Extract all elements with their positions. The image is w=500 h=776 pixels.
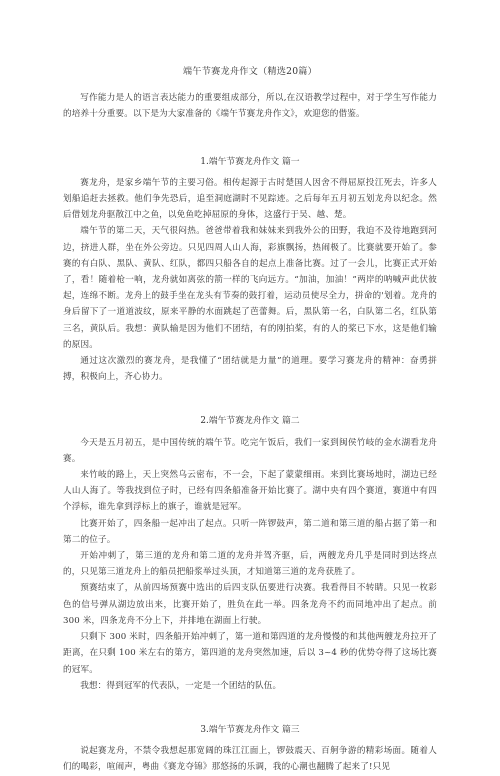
section-paragraph: 开始冲刺了，第三道的龙舟和第二道的龙舟并驾齐驱，后，两艘龙舟几乎是同时到达终点的，只见第三道龙舟上的船员把船浆举过头顶，才知道第三道的龙舟获胜了。 [63, 551, 437, 578]
section-paragraph: 我想：得到冠军的代表队，一定是一个团结的队伍。 [80, 680, 282, 691]
section-heading: 3.端午节赛龙舟作文 篇三 [200, 724, 300, 735]
section-paragraph: 比赛开始了，四条船一起冲出了起点。只听一阵锣鼓声，第二道和第三道的船占据了第一和第二的位子。 [63, 518, 437, 545]
section-paragraph: 通过这次激烈的赛龙舟，是我懂了“团结就是力量”的道理。要学习赛龙舟的精神：奋勇拼搏，积极向上，齐心协力。 [63, 356, 437, 383]
document-title: 端午节赛龙舟作文（精选20篇） [182, 66, 318, 77]
section-paragraph: 说起赛龙舟，不禁令我想起那宽阔的珠江江面上，锣鼓震天、百舸争游的精彩场面。随着人们的喝彩，喧闹声，粤曲《赛龙夺锦》那悠扬的乐调，我的心潮也翻腾了起来了!只见 [63, 746, 437, 773]
section-heading: 1.端午节赛龙舟作文 篇一 [200, 156, 300, 167]
section-paragraph: 今天是五月初五，是中国传统的端午节。吃完午饭后，我们一家到闽侯竹岐的金水湖看龙舟赛。 [63, 437, 437, 464]
section-heading: 2.端午节赛龙舟作文 篇二 [200, 416, 300, 427]
intro-paragraph: 写作能力是人的语言表达能力的重要组成部分，所以,在汉语教学过程中，对于学生写作能力的培养十分重要。以下是为大家准备的《端午节赛龙舟作文》，欢迎您的借鉴。 [63, 93, 437, 120]
section-paragraph: 只剩下 300 米时，四条船开始冲刺了，第一道和第四道的龙舟慢慢的和其他两艘龙舟拉开了距离，在只剩 100 米左右的第方，第四道的龙舟突然加速，后以 3~4 秒的优势夺得了这场比赛的冠军。 [63, 632, 437, 675]
section-paragraph: 预赛结束了，从前四场预赛中选出的后四支队伍要进行决赛。我看得目不转睛。只见一枚彩色的信号弹从湖边放出来，比赛开始了，胜负在此一举。四条龙舟不约而同地冲出了起点。前 300 米，四条龙舟不分上下，并排地在湖面上行驶。 [63, 583, 437, 626]
section-paragraph: 端午节的第二天，天气很闷热。爸爸带着我和妹妹来到我外公的田野，我迫不及待地跑到河边，挤进人群，坐在外公旁边。只见四周人山人海，彩旗飘扬，热闹极了。比赛就要开始了。参赛的有白队、黑队、黄队、红队，都四只船各自的起点上准备比赛。过了一会儿，比赛正式开始了，看！随着枪一响，龙舟就如离弦的箭一样的飞向远方。“加油，加油！”两岸的呐喊声此伏彼起，连绵不断。龙舟上的鼓手坐在龙头有节奏的鼓打着，运动员使尽全力，拼命的'划着。龙舟的身后留下了一道道波纹，原来平静的水面跳起了芭蕾舞。后，黑队第一名，白队第二名，红队第三名，黄队后。我想：黄队输是因为他们不团结，有的刚拍桨，有的人的桨已下水，这是他们输的原因。 [63, 226, 437, 350]
section-paragraph: 来竹岐的路上，天上突然乌云密布，不一会，下起了蒙蒙细雨。来到比赛场地时，湖边已经人山人海了。等我找到位子时，已经有四条船准备开始比赛了。湖中央有四个赛道，赛道中有四个浮标，谁先拿到浮标上的旗子，谁就是冠军。 [63, 470, 437, 513]
section-paragraph: 赛龙舟，是家乡端午节的主要习俗。相传起源于古时楚国人因舍不得屈原投江死去，许多人划船追赶去拯救。他们争先恐后，追至洞庭湖时不见踪迹。之后每年五月初五划龙舟以纪念。然后借划龙舟驱散江中之鱼，以免鱼吃掉屈原的身体，这盛行于吴、越、楚。 [63, 177, 437, 221]
